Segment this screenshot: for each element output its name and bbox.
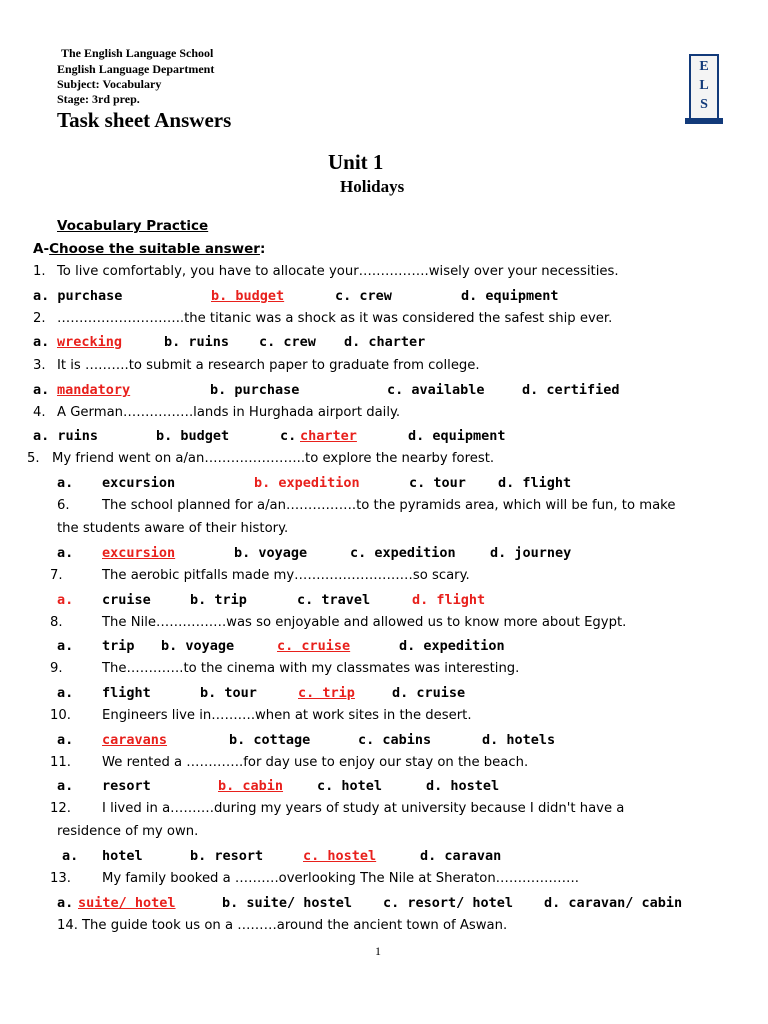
question-text: A German…………….lands in Hurghada airport daily. xyxy=(57,405,401,420)
question-text-continued: the students aware of their history. xyxy=(57,521,289,536)
option: c. travel xyxy=(297,592,371,608)
logo-base xyxy=(685,118,723,124)
question-number: 3. xyxy=(33,358,46,373)
logo-letter-e: E xyxy=(699,59,709,74)
option-letter: c. xyxy=(280,428,297,444)
option-letter: a. xyxy=(57,638,74,654)
option: b. voyage xyxy=(161,638,235,654)
department-name: English Language Department xyxy=(57,62,215,76)
question-number: 7. xyxy=(50,568,63,583)
question-text: It is ……….to submit a research paper to graduate from college. xyxy=(57,358,480,373)
option: c. hotel xyxy=(317,778,383,794)
option: a. ruins xyxy=(33,428,99,444)
correct-answer: mandatory xyxy=(57,382,131,398)
option: flight xyxy=(102,685,151,701)
option-letter: a. xyxy=(57,685,74,701)
correct-answer: charter xyxy=(300,428,357,444)
question-text: I lived in a……….during my years of study at university because I didn't have a xyxy=(102,801,625,816)
question-text: My friend went on a/an…………………..to explore the nearby forest. xyxy=(52,451,495,466)
school-name: The English Language School xyxy=(61,46,214,60)
section-title: Vocabulary Practice xyxy=(57,218,209,234)
correct-answer: c. trip xyxy=(298,685,355,701)
question-text: The school planned for a/an…………….to the pyramids area, which will be fun, to make xyxy=(102,498,676,513)
subject-line: Subject: Vocabulary xyxy=(57,77,162,91)
question-number: 9. xyxy=(50,661,63,676)
option-letter: a. xyxy=(57,592,74,608)
question-number: 10. xyxy=(50,708,71,723)
question-number: 14. xyxy=(57,918,78,933)
option: d. flight xyxy=(498,475,572,491)
correct-answer: b. expedition xyxy=(254,475,360,491)
option-letter: a. xyxy=(62,848,79,864)
option-letter: a. xyxy=(57,475,74,491)
option: b. resort xyxy=(190,848,264,864)
logo-letter-s: S xyxy=(700,97,708,112)
option: c. available xyxy=(387,382,485,398)
correct-answer: b. cabin xyxy=(218,778,284,794)
option: trip xyxy=(102,638,135,654)
question-number: 4. xyxy=(33,405,46,420)
option: d. caravan/ cabin xyxy=(544,895,683,911)
question-text: The Nile…………….was so enjoyable and allowed us to know more about Egypt. xyxy=(102,615,627,630)
section-label: A- xyxy=(33,241,50,257)
correct-answer: c. cruise xyxy=(277,638,351,654)
question-text: Engineers live in……….when at work sites in the desert. xyxy=(102,708,472,723)
option: b. suite/ hostel xyxy=(222,895,353,911)
option: c. tour xyxy=(409,475,466,491)
instruction-colon: : xyxy=(259,241,266,257)
option: hotel xyxy=(102,848,143,864)
question-text: To live comfortably, you have to allocate your…………….wisely over your necessities. xyxy=(57,264,619,279)
question-text-continued: residence of my own. xyxy=(57,824,199,839)
question-number: 1. xyxy=(33,264,46,279)
option: b. budget xyxy=(156,428,230,444)
option: c. crew xyxy=(335,288,392,304)
option: a. purchase xyxy=(33,288,123,304)
option: c. crew xyxy=(259,334,316,350)
question-text: The………….to the cinema with my classmates was interesting. xyxy=(102,661,520,676)
option: d. equipment xyxy=(461,288,559,304)
question-text: My family booked a ……….overlooking The Nile at Sheraton………………. xyxy=(102,871,579,886)
stage-line: Stage: 3rd prep. xyxy=(57,92,140,106)
unit-number: Unit 1 xyxy=(328,150,384,174)
option: d. expedition xyxy=(399,638,505,654)
question-number: 2. xyxy=(33,311,46,326)
option: b. tour xyxy=(200,685,257,701)
question-text: The guide took us on a ………around the ancient town of Aswan. xyxy=(82,918,508,933)
correct-answer: wrecking xyxy=(57,334,123,350)
option: d. hostel xyxy=(426,778,500,794)
option: c. cabins xyxy=(358,732,432,748)
option-letter: a. xyxy=(57,545,74,561)
question-text: We rented a ………….for day use to enjoy our stay on the beach. xyxy=(102,755,529,770)
option: d. cruise xyxy=(392,685,466,701)
question-number: 6. xyxy=(57,498,70,513)
correct-answer: d. flight xyxy=(412,592,486,608)
school-logo xyxy=(685,54,723,124)
question-number: 8. xyxy=(50,615,63,630)
question-text: ………………………..the titanic was a shock as it was considered the safest ship ever. xyxy=(57,311,613,326)
option-letter: a. xyxy=(57,732,74,748)
question-number: 11. xyxy=(50,755,71,770)
option: d. caravan xyxy=(420,848,502,864)
correct-answer: excursion xyxy=(102,545,176,561)
instruction-text: Choose the suitable answer xyxy=(49,241,260,257)
option-letter: a. xyxy=(33,382,50,398)
page-number: 1 xyxy=(375,944,381,958)
option: d. hotels xyxy=(482,732,556,748)
option: b. purchase xyxy=(210,382,300,398)
section-instruction xyxy=(33,241,265,257)
option: b. trip xyxy=(190,592,247,608)
option: resort xyxy=(102,778,151,794)
correct-answer: caravans xyxy=(102,732,168,748)
logo-letter-l: L xyxy=(699,78,709,93)
option: d. charter xyxy=(344,334,426,350)
page-title: Task sheet Answers xyxy=(57,108,232,132)
correct-answer: c. hostel xyxy=(303,848,377,864)
option: b. cottage xyxy=(229,732,311,748)
question-number: 5. xyxy=(27,451,40,466)
correct-answer: b. budget xyxy=(211,288,285,304)
question-number: 13. xyxy=(50,871,71,886)
option: d. certified xyxy=(522,382,620,398)
unit-name: Holidays xyxy=(340,177,405,196)
question-text: The aerobic pitfalls made my………………………so scary. xyxy=(102,568,470,583)
option: c. resort/ hotel xyxy=(383,895,514,911)
option: b. ruins xyxy=(164,334,230,350)
option: excursion xyxy=(102,475,176,491)
option-letter: a. xyxy=(57,778,74,794)
question-number: 12. xyxy=(50,801,71,816)
option: cruise xyxy=(102,592,151,608)
option: b. voyage xyxy=(234,545,308,561)
option: d. journey xyxy=(490,545,572,561)
correct-answer: suite/ hotel xyxy=(78,895,176,911)
option: d. equipment xyxy=(408,428,506,444)
option-letter: a. xyxy=(57,895,74,911)
option-letter: a. xyxy=(33,334,50,350)
option: c. expedition xyxy=(350,545,456,561)
